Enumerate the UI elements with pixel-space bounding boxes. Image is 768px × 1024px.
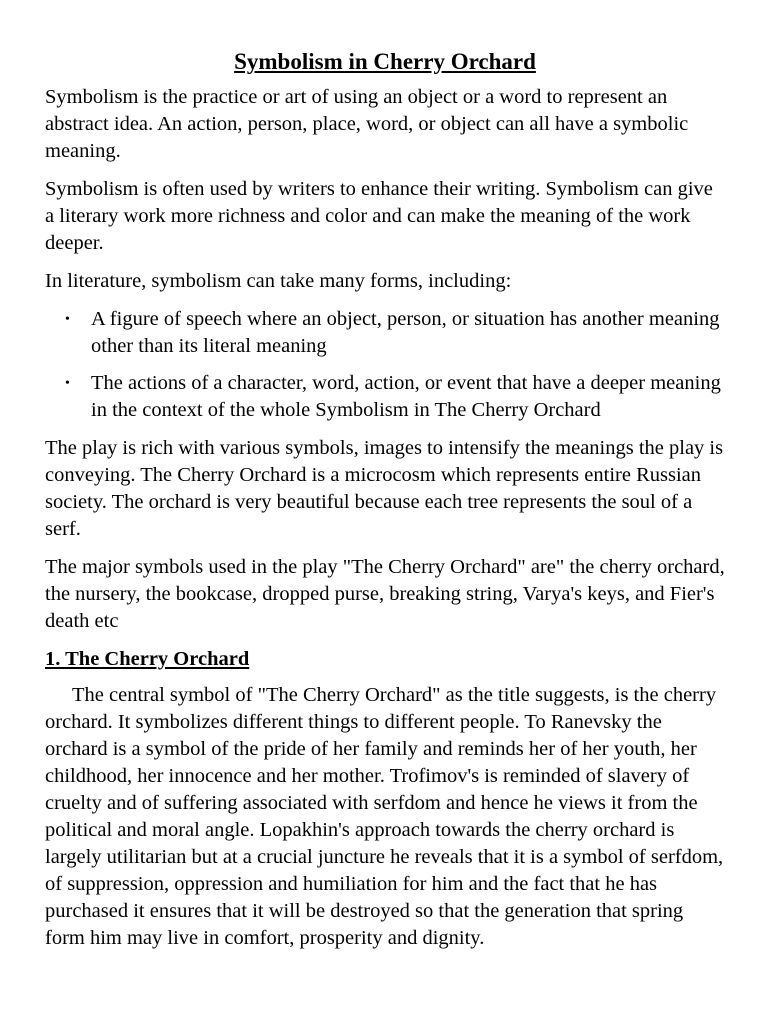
list-item bbox=[65, 306, 725, 360]
body-paragraph-1: The play is rich with various symbols, images to intensify the meanings the play is conveying. The Cherry Orchard is a microcosm which represents entire Russian society. The orchard is very beautiful because each tree represents the soul of a serf. bbox=[45, 437, 724, 540]
list-item bbox=[65, 370, 725, 424]
symbolism-forms-list bbox=[45, 306, 725, 424]
intro-paragraph-3: In literature, symbolism can take many forms, including: bbox=[45, 270, 512, 292]
body-paragraph-2: The major symbols used in the play "The Cherry Orchard" are" the cherry orchard, the nursery, the bookcase, dropped purse, breaking string, Varya's keys, and Fier's death etc bbox=[45, 556, 725, 632]
document-page bbox=[45, 48, 725, 963]
list-item-text: A figure of speech where an object, person, or situation has another meaning other than its literal meaning bbox=[91, 308, 720, 357]
section-heading-cherry-orchard: 1. The Cherry Orchard bbox=[45, 648, 250, 670]
bullet-icon: • bbox=[65, 376, 70, 391]
bullet-icon: • bbox=[65, 312, 70, 327]
section-paragraph-cherry-orchard: The central symbol of "The Cherry Orchard" as the title suggests, is the cherry orchard. It symbolizes different things to different people. To Ranevsky the orchard is a symbol of the pride of her family and reminds her of her youth, her childhood, her innocence and her mother. Trofimov's is reminded of slavery of cruelty and of suffering associated with serfdom and hence he views it from the political and moral angle. Lopakhin's approach towards the cherry orchard is largely utilitarian but at a crucial juncture he reveals that it is a symbol of serfdom, of suppression, oppression and humiliation for him and the fact that he has purchased it ensures that it will be destroyed so that the generation that spring form him may live in comfort, prosperity and dignity. bbox=[45, 684, 724, 949]
intro-paragraph-2: Symbolism is often used by writers to enhance their writing. Symbolism can give a literary work more richness and color and can make the meaning of the work deeper. bbox=[45, 178, 713, 254]
list-item-text: The actions of a character, word, action, or event that have a deeper meaning in the context of the whole Symbolism in The Cherry Orchard bbox=[91, 372, 721, 421]
document-title: Symbolism in Cherry Orchard bbox=[234, 49, 536, 74]
intro-paragraph-1: Symbolism is the practice or art of using an object or a word to represent an abstract idea. An action, person, place, word, or object can all have a symbolic meaning. bbox=[45, 86, 689, 162]
